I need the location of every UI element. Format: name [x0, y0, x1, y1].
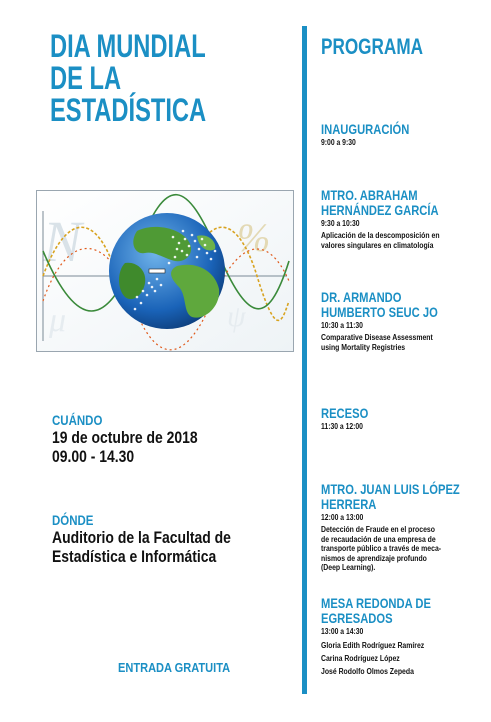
item-title: MTRO. JUAN LUIS LÓPEZ HERRERA — [321, 481, 460, 512]
item-description: Aplicación de la descomposición en valores singulares en climatología — [321, 231, 440, 250]
panelist: Carina Rodríguez López — [321, 654, 400, 663]
globe-graphic — [37, 191, 293, 351]
program-item-talk3 — [321, 482, 481, 573]
item-time: 10:30 a 11:30 — [321, 321, 363, 330]
title-line: DIA MUNDIAL — [50, 28, 206, 64]
item-title: DR. ARMANDO HUMBERTO SEUC JO — [321, 289, 438, 320]
svg-text:N: N — [43, 209, 82, 274]
item-time: 9:00 a 9:30 — [321, 138, 356, 147]
where-details — [52, 528, 270, 566]
venue-line: Auditorio de la Facultad de — [52, 528, 231, 547]
page-title — [50, 30, 280, 126]
title-line: DE LA — [50, 60, 122, 96]
item-time: 9:30 a 10:30 — [321, 219, 360, 228]
program-item-mesa-redonda — [321, 596, 481, 678]
svg-text:ψ: ψ — [227, 300, 246, 333]
svg-text:%: % — [237, 215, 271, 260]
item-title: MESA REDONDA DE EGRESADOS — [321, 595, 431, 626]
event-time: 09.00 - 14.30 — [52, 447, 135, 466]
panelist: Gloria Edith Rodríguez Ramírez — [321, 641, 425, 650]
program-item-inauguracion — [321, 122, 481, 148]
item-description: Comparative Disease Assessment using Mortality Registries — [321, 333, 433, 352]
program-item-receso — [321, 406, 481, 432]
svg-text:μ: μ — [49, 302, 67, 339]
free-entry-note: ENTRADA GRATUITA — [118, 660, 231, 675]
where-label: DÓNDE — [52, 512, 94, 528]
when-details — [52, 428, 230, 466]
program-heading: PROGRAMA — [321, 34, 424, 59]
event-date: 19 de octubre de 2018 — [52, 428, 198, 447]
venue-line: Estadística e Informática — [52, 547, 217, 566]
item-time: 12:00 a 13:00 — [321, 513, 364, 522]
column-divider — [302, 26, 307, 694]
item-time: 11:30 a 12:00 — [321, 422, 363, 431]
item-title: MTRO. ABRAHAM HERNÁNDEZ GARCÍA — [321, 187, 439, 218]
globe-illustration — [36, 190, 294, 352]
panelist: José Rodolfo Olmos Zepeda — [321, 667, 414, 676]
item-time: 13:00 a 14:30 — [321, 627, 364, 636]
item-title: RECESO — [321, 405, 369, 421]
program-item-talk2 — [321, 290, 481, 352]
program-item-talk1 — [321, 188, 481, 250]
item-title: INAUGURACIÓN — [321, 121, 410, 137]
when-label: CUÁNDO — [52, 412, 103, 428]
title-line: ESTADÍSTICA — [50, 92, 207, 128]
item-description: Detección de Fraude en el proceso de recaudación de una empresa de transporte público a través de meca- nismos de aprendizaje profundo (Deep Learning). — [321, 525, 442, 572]
